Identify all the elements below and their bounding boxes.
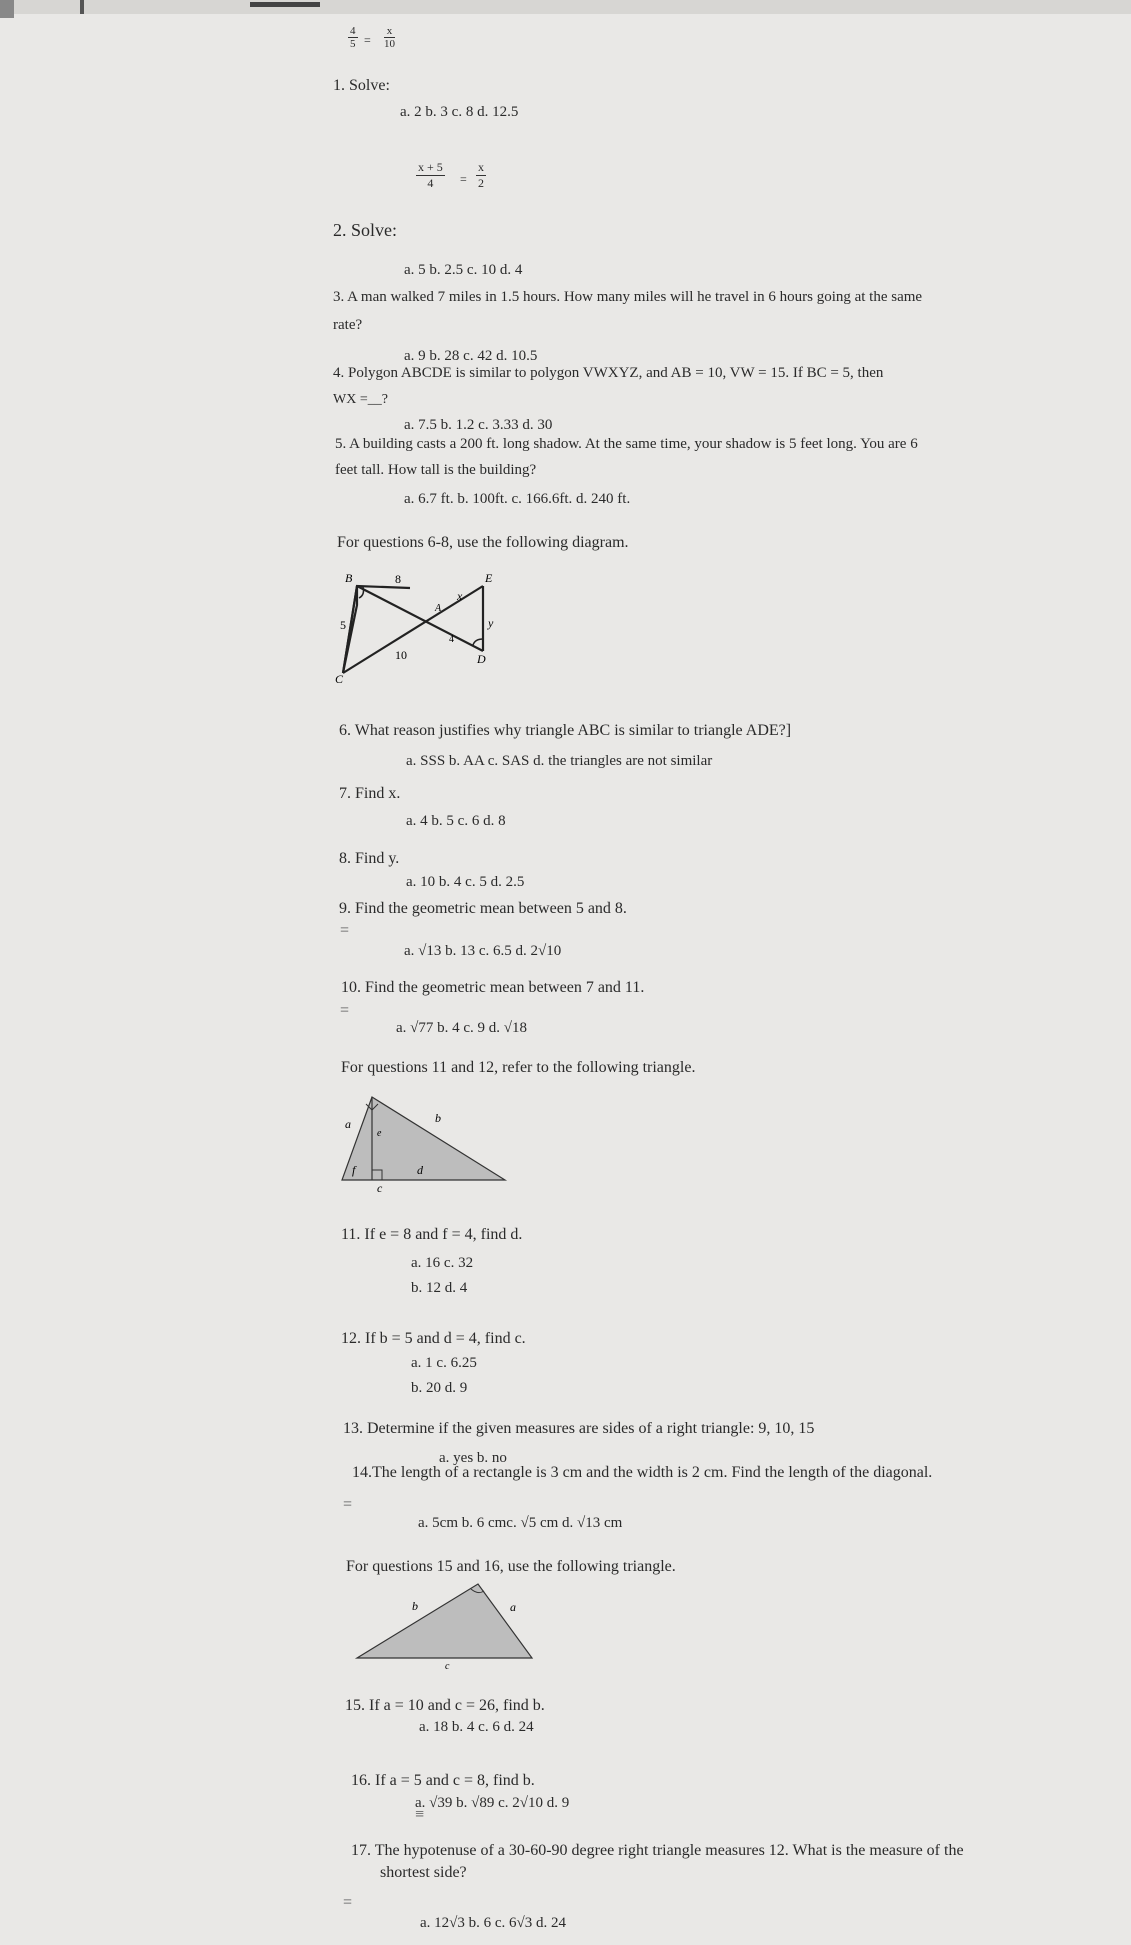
q7-choices: a. 4 b. 5 c. 6 d. 8 xyxy=(406,813,506,829)
label-c: C xyxy=(335,672,344,685)
binder-clip xyxy=(250,2,320,7)
q17-prompt-cont: shortest side? xyxy=(380,1864,467,1881)
triangle-fill xyxy=(342,1097,505,1180)
label-10: 10 xyxy=(395,648,407,662)
q17-choices: a. 12√3 b. 6 c. 6√3 d. 24 xyxy=(420,1915,567,1931)
label-d: D xyxy=(477,652,486,666)
label-b: B xyxy=(345,571,353,585)
label-x: x xyxy=(457,589,463,603)
q12-prompt: 12. If b = 5 and d = 4, find c. xyxy=(341,1330,526,1347)
q16-prompt: 16. If a = 5 and c = 8, find b. xyxy=(351,1772,535,1789)
eq2-right-denominator: 2 xyxy=(478,176,484,190)
q2-prompt: 2. Solve: xyxy=(333,220,398,240)
q17-prompt: 17. The hypotenuse of a 30-60-90 degree right triangle measures 12. What is the measure of the xyxy=(351,1842,964,1859)
q11-choices-row2: b. 12 d. 4 xyxy=(411,1280,468,1296)
eq1-denominator: 5 xyxy=(350,38,356,50)
q6-prompt: 6. What reason justifies why triangle ABC is similar to triangle ADE?] xyxy=(339,722,792,739)
q5-choices: a. 6.7 ft. b. 100ft. c. 166.6ft. d. 240 ft. xyxy=(404,491,631,507)
eq1-left-fraction xyxy=(348,25,358,50)
q16-choices: a. √39 b. √89 c. 2√10 d. 9 xyxy=(415,1795,570,1811)
q8-choices: a. 10 b. 4 c. 5 d. 2.5 xyxy=(406,874,525,890)
q3-choices: a. 9 b. 28 c. 42 d. 10.5 xyxy=(404,348,538,364)
q14-choices: a. 5cm b. 6 cmc. √5 cm d. √13 cm xyxy=(418,1515,623,1531)
q3-prompt-cont: rate? xyxy=(333,317,363,333)
q13-choices: a. yes b. no xyxy=(439,1450,507,1466)
label-5: 5 xyxy=(340,618,346,632)
q11-choices-row1: a. 16 c. 32 xyxy=(411,1255,474,1271)
q2-choices: a. 5 b. 2.5 c. 10 d. 4 xyxy=(404,262,523,278)
label-c: c xyxy=(445,1661,450,1670)
q14-margin-mark: = xyxy=(343,1496,353,1513)
q5-prompt-cont: feet tall. How tall is the building? xyxy=(335,462,537,478)
q5-prompt: 5. A building casts a 200 ft. long shadow. At the same time, your shadow is 5 feet long. You are 6 xyxy=(335,436,918,452)
diagram3-intro: For questions 15 and 16, use the following triangle. xyxy=(346,1558,676,1575)
label-f: f xyxy=(352,1163,356,1177)
q3-prompt: 3. A man walked 7 miles in 1.5 hours. How many miles will he travel in 6 hours going at the same xyxy=(333,289,923,305)
q14-prompt: 14.The length of a rectangle is 3 cm and the width is 2 cm. Find the length of the diagonal. xyxy=(352,1464,933,1481)
q9-margin-mark: = xyxy=(340,922,350,939)
eq2-denominator: 4 xyxy=(427,176,434,190)
q10-choices: a. √77 b. 4 c. 9 d. √18 xyxy=(396,1020,528,1036)
q9-prompt: 9. Find the geometric mean between 5 and 8. xyxy=(339,900,627,917)
q1-choices: a. 2 b. 3 c. 8 d. 12.5 xyxy=(400,104,519,120)
label-b: b xyxy=(435,1111,441,1125)
label-8: 8 xyxy=(395,572,401,586)
right-triangle-altitude-diagram xyxy=(335,1092,510,1192)
q6-choices: a. SSS b. AA c. SAS d. the triangles are not similar xyxy=(406,753,713,769)
label-e: e xyxy=(377,1128,382,1139)
binder-mark xyxy=(80,0,84,14)
q7-prompt: 7. Find x. xyxy=(339,785,401,802)
q4-prompt-cont: WX =__? xyxy=(333,392,388,407)
q15-prompt: 15. If a = 10 and c = 26, find b. xyxy=(345,1697,545,1714)
similar-triangles-diagram xyxy=(335,565,510,685)
eq1-right-fraction xyxy=(384,25,395,50)
diagram2-intro: For questions 11 and 12, refer to the following triangle. xyxy=(341,1059,696,1076)
page-corner-shadow xyxy=(0,0,14,18)
label-b: b xyxy=(412,1599,418,1613)
q12-choices-row1: a. 1 c. 6.25 xyxy=(411,1355,477,1371)
right-triangle-diagram xyxy=(350,1575,540,1670)
eq2-left-fraction xyxy=(416,160,445,191)
q10-prompt: 10. Find the geometric mean between 7 and 11. xyxy=(341,979,645,996)
q8-prompt: 8. Find y. xyxy=(339,850,400,867)
label-c: c xyxy=(377,1181,383,1192)
q9-choices: a. √13 b. 13 c. 6.5 d. 2√10 xyxy=(404,943,562,959)
q17-margin-mark: = xyxy=(343,1894,353,1911)
eq1-right-numerator: x xyxy=(384,25,395,38)
segment-b-d xyxy=(357,586,483,651)
q15-choices: a. 18 b. 4 c. 6 d. 24 xyxy=(419,1719,534,1735)
q16-margin-mark: ≡ xyxy=(415,1806,425,1823)
q13-prompt: 13. Determine if the given measures are sides of a right triangle: 9, 10, 15 xyxy=(343,1420,815,1437)
q1-prompt: 1. Solve: xyxy=(333,77,390,94)
eq2-right-numerator: x xyxy=(478,160,484,174)
label-a: a xyxy=(510,1600,516,1614)
label-d: d xyxy=(417,1163,423,1177)
label-e: E xyxy=(485,571,493,585)
diagram1-intro: For questions 6-8, use the following diagram. xyxy=(337,534,629,551)
q10-margin-mark: = xyxy=(340,1002,350,1019)
label-a: A xyxy=(435,603,442,614)
label-4: 4 xyxy=(449,634,454,645)
label-a: a xyxy=(345,1117,351,1131)
q4-prompt: 4. Polygon ABCDE is similar to polygon VWXYZ, and AB = 10, VW = 15. If BC = 5, then xyxy=(333,365,884,381)
eq1-equals: = xyxy=(364,33,371,47)
eq1-numerator: 4 xyxy=(350,25,356,37)
q12-choices-row2: b. 20 d. 9 xyxy=(411,1380,468,1396)
eq2-numerator: x + 5 xyxy=(418,160,443,174)
eq1-right-denominator: 10 xyxy=(384,38,395,50)
page-top-edge xyxy=(0,0,1131,14)
triangle-fill xyxy=(357,1584,532,1658)
q11-prompt: 11. If e = 8 and f = 4, find d. xyxy=(341,1226,523,1243)
q4-choices: a. 7.5 b. 1.2 c. 3.33 d. 30 xyxy=(404,417,553,433)
label-y: y xyxy=(488,616,494,630)
eq2-equals: = xyxy=(460,172,467,186)
angle-mark-d xyxy=(473,639,483,645)
eq2-right-fraction xyxy=(476,160,486,191)
